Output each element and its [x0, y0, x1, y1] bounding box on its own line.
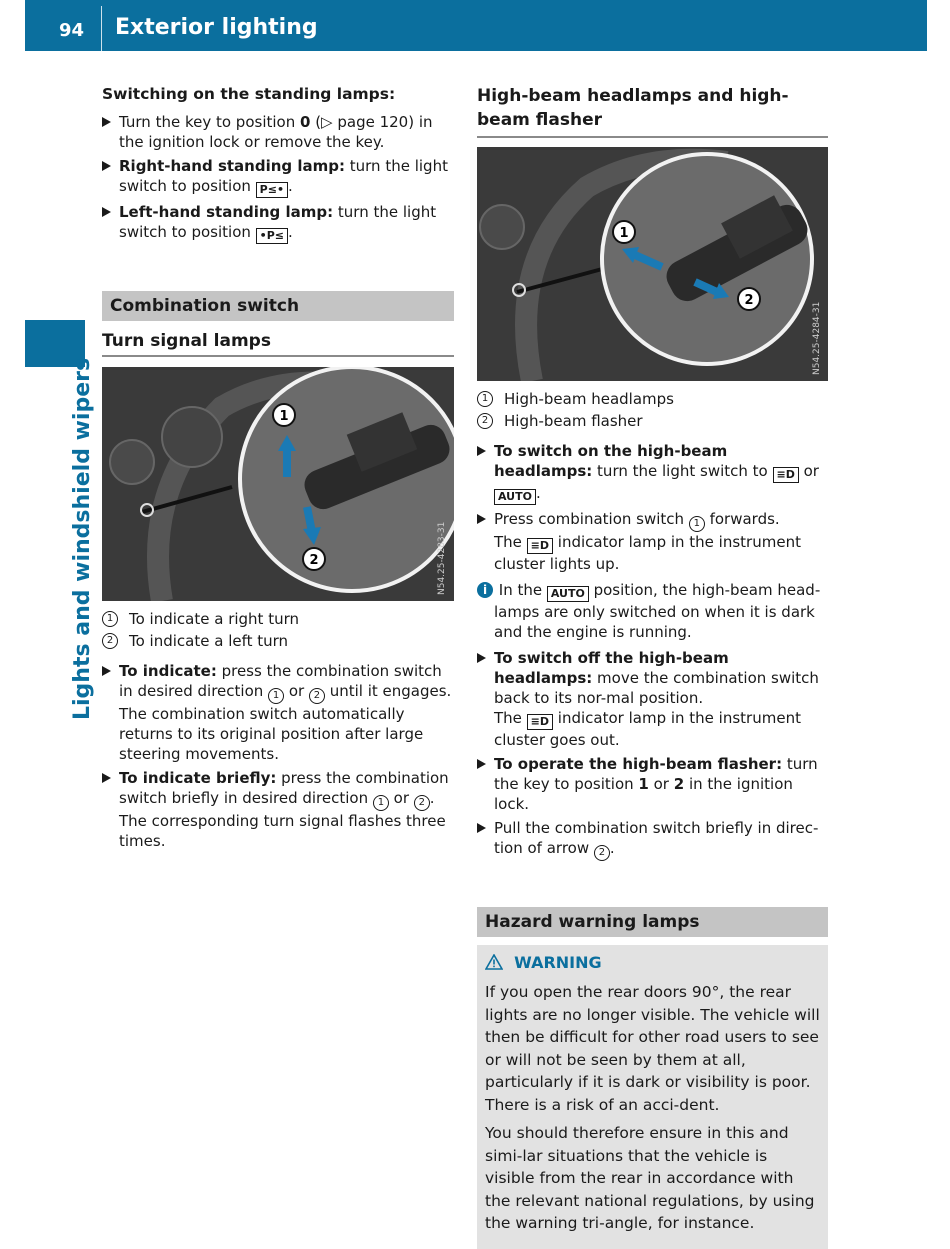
svg-text:2: 2: [309, 553, 319, 568]
warning-paragraph: You should therefore ensure in this and simi-lar situations that the vehicle is visible from the rear in accordance with the relevant national regulations, by using the warning tri-angle, for instance.: [485, 1124, 815, 1232]
warning-label: WARNING: [514, 953, 602, 972]
high-beam-figure: [477, 147, 828, 381]
item-text: turn the key to position: [494, 755, 818, 793]
bullet-arrow-icon: [477, 514, 486, 524]
page-header: [25, 0, 927, 51]
warning-paragraph: If you open the rear doors 90°, the rear lights are no longer visible. The vehicle will then be difficult for other road users to see or will not be seen by them at all, particularly if it is dark or visibility is poor. There is a risk of an acci-dent.: [485, 983, 820, 1114]
standing-lamps-title: Switching on the standing lamps:: [102, 85, 396, 103]
bullet-arrow-icon: [102, 207, 111, 217]
item-lead: To indicate:: [119, 662, 217, 680]
item-text: .: [609, 839, 615, 857]
item-text: turn the light switch to: [592, 462, 773, 480]
svg-text:1: 1: [279, 409, 289, 424]
header-divider: [101, 6, 102, 51]
callout-number: 1: [689, 516, 705, 532]
item-lead: To switch on the high-beam headlamps:: [494, 442, 728, 480]
item-text: Pull the combination switch briefly in direc-tion of arrow: [494, 819, 819, 857]
legend-item: [102, 631, 454, 651]
figure-code: N54.25-4284-31: [812, 301, 822, 375]
combination-switch-heading: Combination switch: [102, 291, 454, 321]
page-title: Exterior lighting: [115, 15, 318, 40]
item-lead: Right-hand standing lamp:: [119, 157, 345, 175]
item-text: until it engages. The combination switch automatically returns to its original position after large steering movements.: [119, 682, 452, 763]
bullet-arrow-icon: [102, 773, 111, 783]
svg-text:2: 2: [744, 293, 754, 308]
turn-signal-heading: Turn signal lamps: [102, 331, 454, 357]
item-text: or: [798, 462, 819, 480]
bullet-arrow-icon: [102, 117, 111, 127]
callout-number: 2: [477, 413, 493, 429]
legend-item: [477, 411, 828, 431]
item-text: The: [494, 533, 527, 551]
item-text: or: [648, 775, 674, 793]
callout-number: 2: [309, 688, 325, 704]
legend-text: High-beam flasher: [504, 412, 643, 430]
item-text: press the combination switch briefly in desired direction: [119, 769, 449, 807]
item-lead: Left-hand standing lamp:: [119, 203, 334, 221]
item-text: move the combination switch back to its nor-mal position.: [494, 669, 819, 707]
bullet-arrow-icon: [477, 823, 486, 833]
callout-number: 2: [414, 795, 430, 811]
item-text: The: [494, 709, 527, 727]
legend-item: [102, 609, 454, 629]
list-item: [477, 754, 828, 814]
hazard-warning-heading: Hazard warning lamps: [477, 907, 828, 937]
high-beam-heading: High-beam headlamps and high-beam flasher: [477, 84, 828, 138]
info-note: [477, 580, 828, 642]
list-item: [102, 661, 454, 764]
warning-box: [477, 945, 828, 1249]
svg-text:1: 1: [619, 226, 629, 241]
figure-code: N54.25-4283-31: [437, 521, 447, 595]
item-text: .: [287, 177, 293, 195]
item-text: Press combination switch: [494, 510, 689, 528]
legend-text: To indicate a left turn: [129, 632, 289, 650]
callout-number: 2: [594, 845, 610, 861]
legend-text: To indicate a right turn: [129, 610, 300, 628]
page-number: 94: [59, 20, 85, 41]
list-item: [477, 648, 828, 750]
legend-item: [477, 389, 828, 409]
right-column: [477, 84, 828, 1249]
list-item: [477, 441, 828, 505]
auto-symbol-icon: AUTO: [494, 489, 536, 505]
item-text: Turn the key to position: [119, 113, 300, 131]
turn-signal-figure: [102, 367, 454, 601]
callout-number: 1: [268, 688, 284, 704]
high-beam-symbol-icon: ≡D: [527, 714, 553, 730]
high-beam-illustration: [477, 147, 828, 381]
chapter-label: Lights and windshield wipers: [70, 357, 95, 720]
callout-number: 1: [477, 391, 493, 407]
info-icon: i: [477, 582, 493, 598]
list-item: [477, 818, 828, 861]
bullet-arrow-icon: [477, 446, 486, 456]
key-position: 2: [673, 775, 685, 793]
bullet-arrow-icon: [102, 666, 111, 676]
left-column: [102, 84, 454, 855]
high-beam-symbol-icon: ≡D: [773, 467, 799, 483]
item-text: .: [287, 223, 293, 241]
item-text: indicator lamp in the instrument cluster goes out.: [494, 709, 801, 749]
legend-text: High-beam headlamps: [504, 390, 674, 408]
item-text: In the: [498, 581, 547, 599]
item-lead: To switch off the high-beam headlamps:: [494, 649, 729, 687]
warning-triangle-icon: [485, 954, 503, 970]
item-text: turn the light switch to position: [119, 203, 437, 241]
list-item: [477, 509, 828, 574]
list-item: [102, 112, 454, 152]
auto-symbol-icon: AUTO: [547, 586, 589, 602]
list-item: [102, 202, 454, 244]
callout-number: 2: [102, 633, 118, 649]
bullet-arrow-icon: [102, 161, 111, 171]
item-text: in the ignition lock.: [494, 775, 793, 813]
item-lead: To operate the high-beam flasher:: [494, 755, 783, 773]
item-text: .: [535, 484, 541, 502]
key-position: 1: [638, 775, 649, 793]
item-text: or: [388, 789, 414, 807]
item-text: forwards.: [704, 510, 780, 528]
item-text: turn the light switch to position: [119, 157, 448, 195]
callout-number: 1: [102, 611, 118, 627]
callout-number: 1: [373, 795, 389, 811]
left-standing-lamp-symbol-icon: •P≤: [256, 228, 288, 244]
item-text: (▷ page 120) in the ignition lock or remove the key.: [119, 113, 433, 151]
list-item: [102, 768, 454, 851]
item-text: or: [284, 682, 309, 700]
high-beam-symbol-icon: ≡D: [527, 538, 553, 554]
key-position: 0: [300, 113, 311, 131]
item-lead: To indicate briefly:: [119, 769, 277, 787]
item-text: indicator lamp in the instrument cluster lights up.: [494, 533, 801, 573]
bullet-arrow-icon: [477, 653, 486, 663]
bullet-arrow-icon: [477, 759, 486, 769]
turn-signal-illustration: [102, 367, 454, 601]
item-text: . The corresponding turn signal flashes three times.: [119, 789, 446, 850]
list-item: [102, 156, 454, 198]
item-text: position, the high-beam head-lamps are only switched on when it is dark and the engine is running.: [494, 581, 821, 641]
right-standing-lamp-symbol-icon: P≤•: [256, 182, 288, 198]
item-text: press the combination switch in desired direction: [119, 662, 442, 700]
warning-header: [485, 953, 820, 973]
